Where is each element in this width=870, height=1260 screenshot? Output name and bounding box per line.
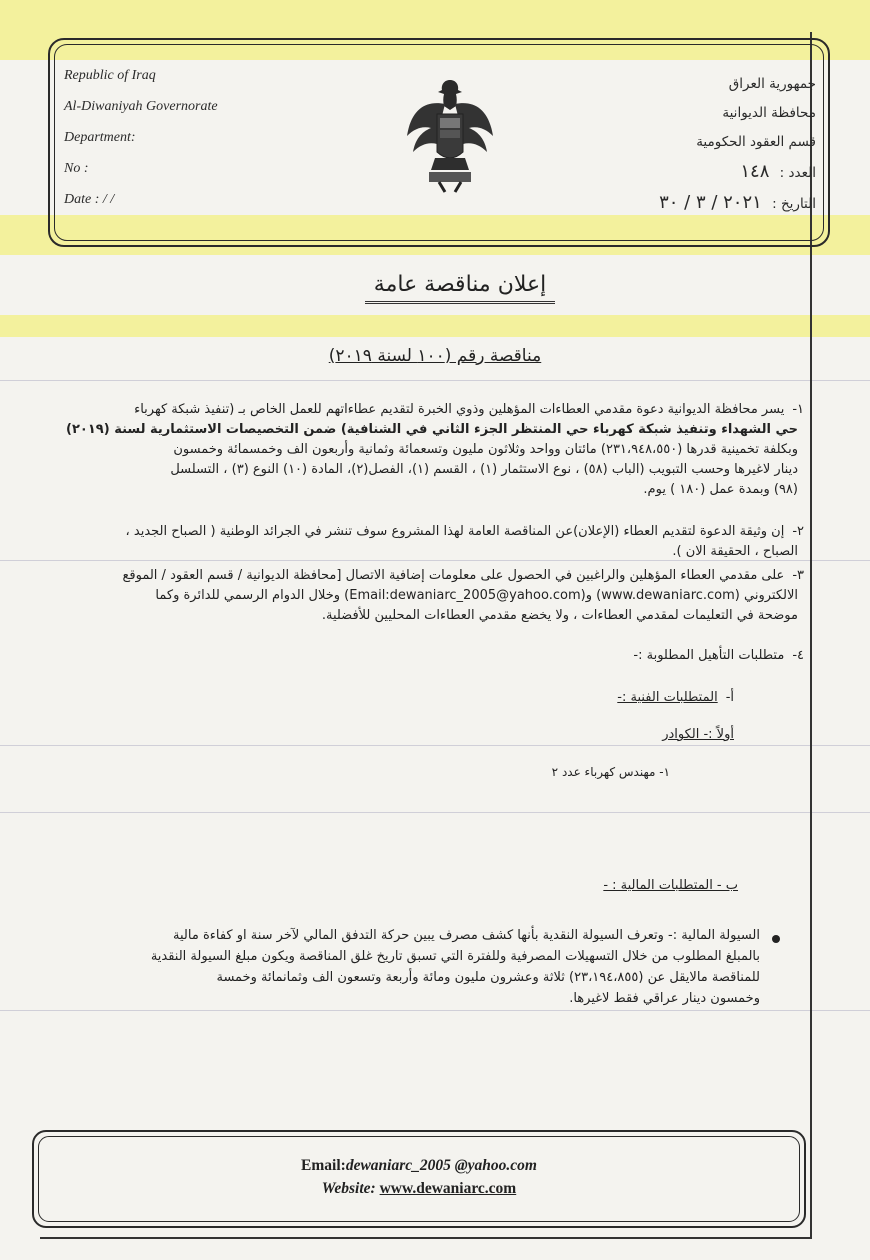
item-1-line: دينار لاغيرها وحسب التبويب (الباب (٥٨) ، نوع الاستثمار (١) ، القسم (١)، الفصل(٢)، المادة (١٠) النوع (٣) ، التسلسل bbox=[170, 462, 798, 477]
governorate-name: Al-Diwaniyah Governorate bbox=[64, 99, 218, 114]
footer-email: Email:dewaniarc_2005 @yahoo.com bbox=[301, 1157, 537, 1174]
page-title: إعلان مناقصة عامة bbox=[365, 272, 555, 304]
technical-requirements-heading: أ-المتطلبات الفنية :- bbox=[617, 690, 734, 705]
country-name-ar: جمهورية العراق bbox=[728, 76, 816, 92]
liquidity-line: للمناقصة مالايقل عن (٢٣،١٩٤،٨٥٥) ثلاثة وعشرون مليون ومائة وأربعة وتسعون الف وثمانمائة وخمسة bbox=[216, 970, 760, 985]
tender-number: مناقصة رقم (١٠٠ لسنة ٢٠١٩) bbox=[328, 346, 542, 366]
item-2 bbox=[44, 522, 804, 562]
item-3-line: الالكتروني (www.dewaniarc.com) و(Email:dewaniarc_2005@yahoo.com) وخلال الدوام الرسمي للدائرة وكما bbox=[155, 588, 798, 603]
footer-contact-box bbox=[32, 1130, 806, 1228]
website-link[interactable]: www.dewaniarc.com bbox=[379, 1180, 517, 1197]
item-1 bbox=[44, 400, 804, 500]
item-1-line: ١-يسر محافظة الديوانية دعوة مقدمي العطاءات المؤهلين وذوي الخبرة لتقديم عطاءاتهم للعمل الخاص بـ (تنفيذ شبكة كهرباء bbox=[134, 402, 804, 417]
reference-number: العدد : ١٤٨ bbox=[740, 161, 816, 182]
bullet-icon bbox=[772, 935, 780, 943]
item-1-line: (٩٨) وبمدة عمل (١٨٠ ) يوم. bbox=[643, 482, 798, 497]
reference-number-value: ١٤٨ bbox=[740, 161, 770, 182]
item-2-line: ٢-إن وثيقة الدعوة لتقديم العطاء (الإعلان)عن المناقصة العامة لهذا المشروع سوف تنشر في الجرائد الوطنية ( الصباح الجديد ، bbox=[125, 524, 804, 539]
item-number: ٣- bbox=[792, 568, 804, 583]
liquidity-paragraph bbox=[70, 925, 760, 1009]
footer-website: Website: www.dewaniarc.com bbox=[321, 1180, 517, 1197]
item-4: ٤-متطلبات التأهيل المطلوبة :- bbox=[633, 648, 804, 663]
iraq-eagle-emblem-icon bbox=[405, 74, 495, 194]
staff-heading: أولاً :- الكوادر bbox=[662, 727, 734, 742]
department-name-ar: قسم العقود الحكومية bbox=[696, 134, 816, 150]
financial-requirements-heading: ب - المتطلبات المالية : - bbox=[603, 878, 738, 893]
liquidity-line: السيولة المالية :- وتعرف السيولة النقدية بأنها كشف مصرف يبين حركة التدفق المالي لآخر سنة او كفاءة مالية bbox=[173, 928, 760, 943]
letterhead-english bbox=[64, 60, 284, 215]
governorate-name-ar: محافظة الديوانية bbox=[722, 105, 816, 121]
item-3 bbox=[44, 566, 804, 626]
liquidity-line: بالمبلغ المطلوب من خلال التسهيلات المصرفية وللفترة التي تسبق تاريخ غلق المناقصة ويكون مبلغ السيولة النقدية bbox=[150, 949, 760, 964]
item-number: ٤- bbox=[792, 648, 804, 663]
item-3-line: ٣-على مقدمي العطاء المؤهلين والراغبين في الحصول على معلومات إضافية الاتصال [محافظة الديوانية / قسم العقود / الموقع bbox=[122, 568, 804, 583]
item-1-line: وبكلفة تخمينية قدرها (٢٣١،٩٤٨،٥٥٠) مائتان وواحد وثلاثون مليون وتسعمائة وثمانية وأربعون الف وخمسمائة وخمسون bbox=[173, 442, 798, 457]
department-label: Department: bbox=[64, 130, 136, 145]
staff-item: ١- مهندس كهرباء عدد ٢ bbox=[551, 765, 670, 779]
email-link[interactable]: dewaniarc_2005 @yahoo.com bbox=[345, 1157, 537, 1174]
item-number: ١- bbox=[792, 402, 804, 417]
item-number: ٢- bbox=[792, 524, 804, 539]
item-2-line: الصباح ، الحقيقة الان ). bbox=[672, 544, 798, 559]
liquidity-line: وخمسون دينار عراقي فقط لاغيرها. bbox=[569, 991, 760, 1006]
date-label: Date : / / bbox=[64, 192, 115, 207]
number-label: No : bbox=[64, 161, 89, 176]
document-date-value: ٢٠٢١ / ٣ / ٣٠ bbox=[659, 192, 762, 213]
item-1-line: حي الشهداء وتنفيذ شبكة كهرباء حي المنتظر الجزء الثاني في الشنافية) ضمن التخصيصات الاستثمارية لسنة (٢٠١٩) bbox=[66, 422, 798, 437]
letterhead-arabic bbox=[616, 70, 816, 219]
letterhead bbox=[48, 38, 830, 247]
item-3-line: موضحة في التعليمات لمقدمي العطاءات ، ولا يخضع مقدمي العطاءات المحليين للأفضلية. bbox=[321, 608, 798, 623]
country-name: Republic of Iraq bbox=[64, 68, 156, 83]
document-date: التاريخ : ٢٠٢١ / ٣ / ٣٠ bbox=[659, 192, 816, 213]
